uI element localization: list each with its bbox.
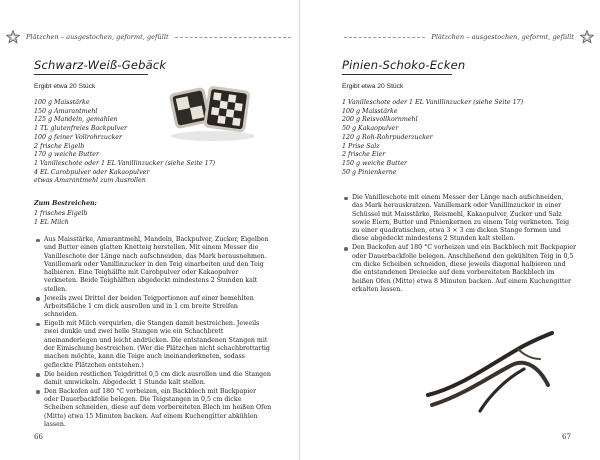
page-number-right: 67: [562, 433, 571, 441]
running-head-rule: [344, 37, 425, 38]
ingredient-item: 50 g Pinienkerne: [342, 168, 397, 176]
steps-list-right: [344, 194, 576, 295]
star-ornament-icon: [6, 30, 20, 44]
title-underline: [34, 74, 148, 75]
step-item: Den Backofen auf 180 °C vorheizen und ein Backblech mit Backpapier oder Dauerbackfolie belegen. Anschließend den gekühlten Teig in 0,5 cm dicke Scheiben schneiden, diese jeweils diagonal halbieren und die entstandenen Dreiecke auf dem vorbereiteten Backblech im heißen Ofen (Mitte) etwa 8 Minuten backen. Auf einem Kuchengitter erkalten lassen.: [344, 244, 576, 294]
ingredient-item: 2 frische Eigelb: [34, 142, 85, 150]
ingredient-item: 1 Vanilleschote oder 1 EL Vanillinzucker (siehe Seite 17): [34, 159, 216, 167]
step-item: Die Vanilleschote mit einem Messer der Länge nach aufschneiden, das Mark herauskratzen. Vanillemark oder Vanillinzucker in einer Schüssel mit Maisstärke, Reismehl, Kakaopulver, Zucker und Salz sowie Eiern, Butter und Pinienkernen zu einem Teig verkneten. Teig zu einer quadratischen, etwa 3 × 3 cm dicken Stange formen und diese abgedeckt mindestens 2 Stunden kalt stellen.: [344, 194, 576, 244]
ingredient-item: 2 frische Eier: [342, 151, 386, 159]
ingredient-item: 1 Prise Salz: [342, 142, 380, 150]
running-head-text: Plätzchen – ausgestochen, geformt, gefüllt: [26, 33, 169, 41]
brush-item: 1 EL Milch: [34, 218, 69, 226]
running-head-rule: [175, 37, 291, 38]
steps-list-left: [36, 236, 272, 430]
vanilla-pods-image: [420, 325, 558, 413]
ingredient-list-right: [342, 99, 572, 177]
brush-heading: Zum Bestreichen:: [34, 200, 97, 207]
left-running-head: [6, 30, 291, 44]
step-item: Den Backofen auf 180 °C vorheizen, ein Backblech mit Backpapier oder Dauerbackfolie belegen. Die Teigstangen in 0,5 cm dicke Scheiben schneiden, diese auf dem vorbereiteten Blech im heißen Ofen (Mitte) etwa 15 Minuten backen. Auf einem Kuchengitter abkühlen lassen.: [36, 388, 272, 429]
ingredient-item: 4 EL Carobpulver oder Kakaopulver: [34, 168, 150, 176]
ingredient-item: etwas Amarantmehl zum Ausrollen: [34, 177, 146, 185]
ingredient-list-left: [34, 99, 264, 186]
page-number-left: 66: [34, 433, 43, 441]
ingredient-item: 170 g weiche Butter: [34, 151, 99, 159]
ingredient-item: 200 g Reisvollkornmehl: [342, 116, 418, 124]
recipe-title-left: Schwarz-Weiß-Gebäck: [34, 58, 167, 72]
title-underline: [342, 74, 452, 75]
brush-item: 1 frisches Eigelb: [34, 210, 88, 217]
ingredient-item: 150 g Amarantmehl: [34, 107, 98, 115]
ingredient-item: 100 g Maisstärke: [342, 107, 398, 115]
ingredient-item: 100 g feiner Vollrohrzucker: [34, 133, 123, 141]
recipe-yield-right: Ergibt etwa 20 Stück: [342, 83, 404, 90]
ingredient-item: 1 Vanilleschote oder 1 EL Vanillinzucker (siehe Seite 17): [342, 99, 524, 106]
ingredient-item: 100 g Maisstärke: [34, 99, 90, 106]
right-running-head: [344, 30, 594, 44]
running-head-text: Plätzchen – ausgestochen, geformt, gefüllt: [431, 33, 574, 41]
step-item: Die beiden restlichen Teigdrittel 0,5 cm dick ausrollen und die Stangen damit umwickeln. Abgedeckt 1 Stunde kalt stellen.: [36, 371, 272, 388]
ingredient-item: 150 g weiche Butter: [342, 159, 407, 167]
star-ornament-icon: [580, 30, 594, 44]
ingredient-item: 50 g Kakaopulver: [342, 125, 399, 133]
ingredient-item: 125 g Mandeln, gemahlen: [34, 116, 118, 124]
step-item: Aus Maisstärke, Amarantmehl, Mandeln, Backpulver, Zucker, Eigelben und Butter einen glatten Knetteig herstellen. Mit einem Messer die Vanilleschote der Länge nach aufschneiden, das Mark herausnehmen. Vanillemark oder Vanillinzucker in den Teig einarbeiten und den Teig halbieren. Eine Teighälfte mit Carobpulver oder Kakaopulver verkneten. Beide Teighälften abgedeckt mindestens 2 Stunden kalt stellen.: [36, 236, 272, 294]
recipe-title-right: Pinien-Schoko-Ecken: [342, 58, 466, 72]
ingredient-item: 120 g Roh-Rohrpuderzucker: [342, 133, 433, 141]
ingredient-item: 1 TL glutenfreies Backpulver: [34, 125, 127, 133]
brush-list: [34, 210, 234, 227]
step-item: Jeweils zwei Drittel der beiden Teigportionen auf einer bemehlten Arbeitsfläche 1 cm dick ausrollen und in 1 cm breite Streifen schneiden.: [36, 295, 272, 320]
recipe-yield-left: Ergibt etwa 20 Stück: [34, 83, 96, 90]
step-item: Eigelb mit Milch verquirlen, die Stangen damit bestreichen. Jeweils zwei dunkle und zwei helle Stangen wie ein Schachbrett aneinanderlegen und leicht andrücken. Die entstandenen Stangen mit der Eimischung bestreichen. (Wer die Plätzchen nicht schachbrettartig machen möchte, kann die Teige auch ineinanderkneten, sodass gefleckte Plätzchen entstehen.): [36, 320, 272, 370]
